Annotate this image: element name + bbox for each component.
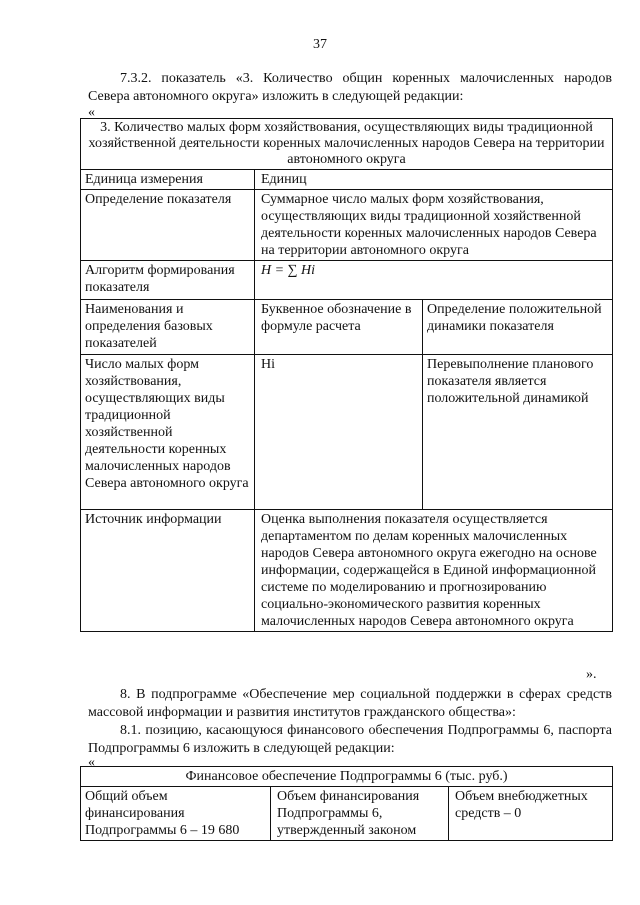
- paragraph-7-3-2: 7.3.2. показатель «3. Количество общин коренных малочисленных народов Севера автономного округа» изложить в следующей редакции:: [88, 71, 612, 104]
- page-number: 37: [313, 37, 327, 52]
- paragraph-8: 8. В подпрограмме «Обеспечение мер социальной поддержки в сферах средств массовой информации и развития институтов гражданского общества»:: [88, 687, 612, 720]
- close-quote: ».: [586, 667, 597, 682]
- open-quote-2: «: [88, 755, 95, 770]
- definition-value: Суммарное число малых форм хозяйствования, осуществляющих виды традиционной хозяйственной деятельности коренных малочисленных народов Севера на территории автономного округа: [255, 190, 613, 261]
- indicator-title: 3. Количество малых форм хозяйствования, осуществляющих виды традиционной хозяйственной деятельности коренных малочисленных народов Севера на территории автономного округа: [81, 119, 613, 170]
- algorithm-label: Алгоритм формирования показателя: [81, 261, 255, 300]
- financing-title: Финансовое обеспечение Подпрограммы 6 (тыс. руб.): [81, 767, 613, 787]
- base-indicator-name: Число малых форм хозяйствования, осуществляющих виды традиционной хозяйственной деятельности коренных малочисленных народов Севера автономного округа: [81, 355, 255, 510]
- unit-value: Единиц: [255, 170, 613, 190]
- base-indicator-symbol: Hi: [255, 355, 423, 510]
- algorithm-formula: H = ∑ Hi: [255, 261, 613, 300]
- base-indicator-dynamics: Перевыполнение планового показателя является положительной динамикой: [423, 355, 613, 510]
- law-financing: Объем финансирования Подпрограммы 6, утвержденный законом: [271, 787, 449, 841]
- total-financing: Общий объем финансирования Подпрограммы 6 – 19 680: [81, 787, 271, 841]
- extra-budget-financing: Объем внебюджетных средств – 0: [449, 787, 613, 841]
- definition-label: Определение показателя: [81, 190, 255, 261]
- base-indicators-header: Наименования и определения базовых показателей: [81, 300, 255, 355]
- financing-table: [80, 766, 613, 841]
- dynamics-header: Определение положительной динамики показателя: [423, 300, 613, 355]
- open-quote: «: [88, 105, 95, 120]
- symbol-header: Буквенное обозначение в формуле расчета: [255, 300, 423, 355]
- source-value: Оценка выполнения показателя осуществляется департаментом по делам коренных малочисленных народов Севера автономного округа ежегодно на основе информации, содержащейся в Единой информационной системе по моделированию и прогнозированию социально-экономического развития коренных малочисленных народов Севера автономного округа: [255, 510, 613, 632]
- indicator-table: [80, 118, 613, 632]
- source-label: Источник информации: [81, 510, 255, 632]
- paragraph-8-1: 8.1. позицию, касающуюся финансового обеспечения Подпрограммы 6, паспорта Подпрограммы 6 изложить в следующей редакции:: [88, 723, 612, 756]
- unit-label: Единица измерения: [81, 170, 255, 190]
